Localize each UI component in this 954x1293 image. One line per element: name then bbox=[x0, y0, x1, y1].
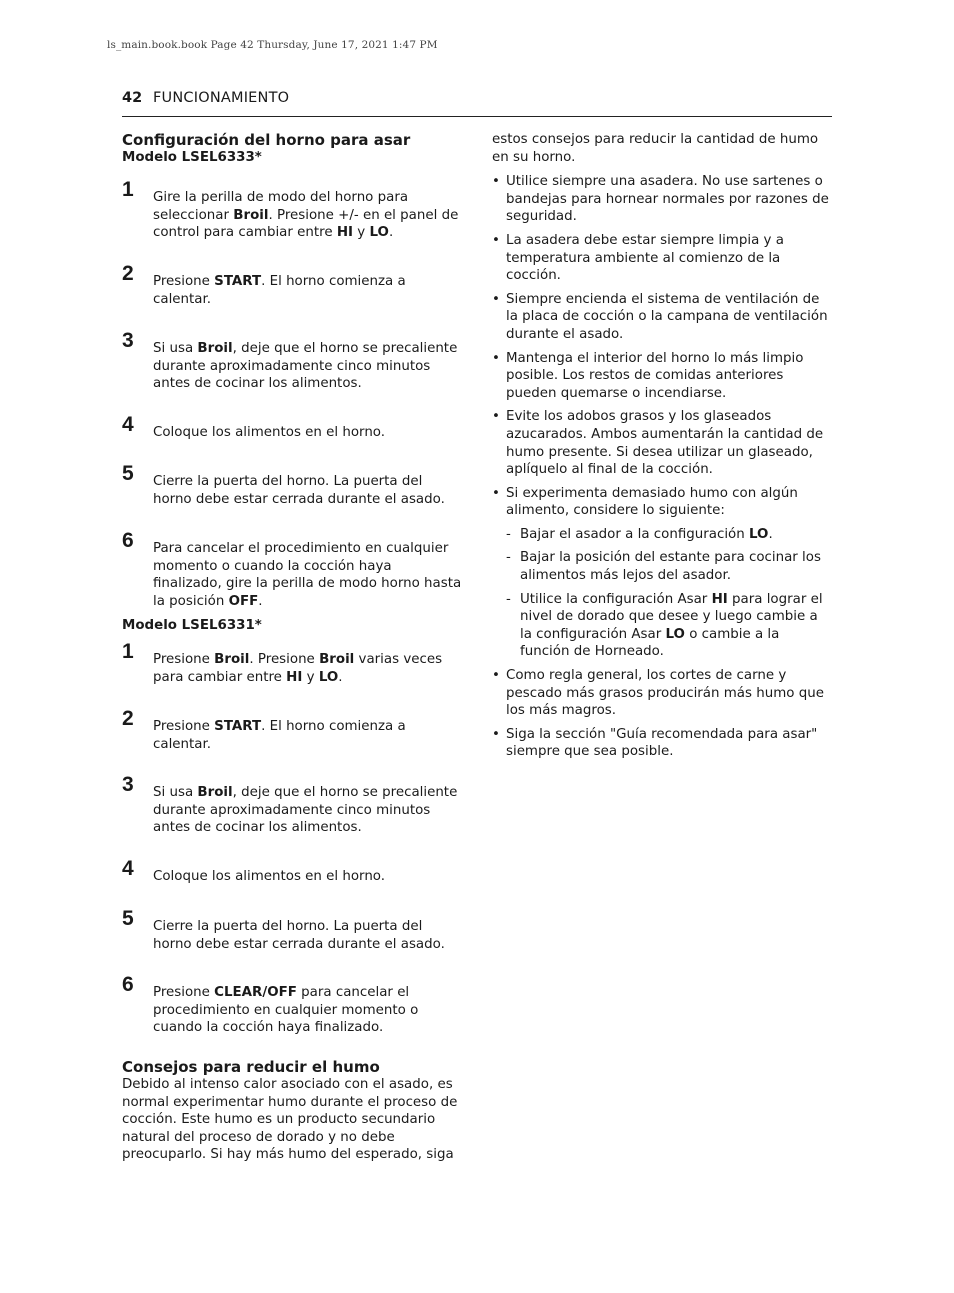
steps-list-model2 bbox=[122, 640, 462, 1058]
step-text: Cierre la puerta del horno. La puerta del horno debe estar cerrada durante el asado. bbox=[153, 919, 445, 952]
step-number: 4 bbox=[122, 413, 134, 436]
step-item bbox=[122, 529, 462, 617]
step-item bbox=[122, 640, 462, 718]
sub-tip-item bbox=[506, 526, 832, 544]
step-item bbox=[122, 773, 462, 868]
tip-item bbox=[492, 726, 832, 761]
right-column bbox=[492, 131, 832, 767]
bold-term: LO bbox=[665, 626, 685, 642]
tip-item bbox=[492, 485, 832, 661]
step-number: 6 bbox=[122, 529, 134, 552]
tip-text: Siga la sección "Guía recomendada para asar" siempre que sea posible. bbox=[506, 726, 818, 760]
sub-tip-item bbox=[506, 591, 832, 661]
tip-text: Siempre encienda el sistema de ventilación de la placa de cocción o la campana de ventilación durante el asado. bbox=[506, 291, 828, 342]
page-header bbox=[122, 90, 832, 117]
continued-paragraph: estos consejos para reducir la cantidad de humo en su horno. bbox=[492, 132, 819, 165]
tips-list bbox=[492, 173, 832, 761]
step-text: Coloque los alimentos en el horno. bbox=[153, 869, 386, 884]
bold-term: HI bbox=[336, 225, 354, 241]
sub-tip-text: Utilice la configuración Asar HI para lograr el nivel de dorado que desee y luego cambie a la configuración Asar LO o cambie a la función de Horneado. bbox=[520, 591, 823, 660]
step-number: 3 bbox=[122, 773, 134, 796]
step-text: Presione START. El horno comienza a calentar. bbox=[153, 274, 406, 307]
model-label-lsel6331: Modelo LSEL6331* bbox=[122, 618, 262, 633]
bold-term: Broil bbox=[197, 341, 233, 356]
bold-term: OFF bbox=[228, 593, 259, 609]
step-number: 2 bbox=[122, 707, 134, 730]
tip-item bbox=[492, 667, 832, 720]
section-heading-broil-setup: Configuración del horno para asar bbox=[122, 131, 411, 149]
bold-term: LO bbox=[369, 225, 389, 241]
step-text: Presione Broil. Presione Broil varias veces para cambiar entre HI y LO. bbox=[153, 652, 443, 685]
bold-term: CLEAR/OFF bbox=[214, 985, 297, 1000]
step-text: Gire la perilla de modo del horno para seleccionar Broil. Presione +/- en el panel de control para cambiar entre HI y LO. bbox=[153, 190, 459, 241]
step-text: Presione START. El horno comienza a calentar. bbox=[153, 719, 406, 752]
step-number: 1 bbox=[122, 640, 134, 663]
sub-tip-text: Bajar la posición del estante para cocinar los alimentos más lejos del asador. bbox=[520, 550, 821, 584]
step-item bbox=[122, 178, 462, 273]
step-number: 5 bbox=[122, 907, 134, 930]
bold-term: Broil bbox=[319, 652, 355, 667]
step-item bbox=[122, 462, 462, 540]
step-number: 5 bbox=[122, 462, 134, 485]
tip-text: Utilice siempre una asadera. No use sartenes o bandejas para hornear normales por razones de seguridad. bbox=[506, 174, 829, 225]
step-item bbox=[122, 707, 462, 784]
bold-term: Broil bbox=[233, 207, 269, 223]
step-text: Cierre la puerta del horno. La puerta del horno debe estar cerrada durante el asado. bbox=[153, 474, 445, 507]
step-item bbox=[122, 262, 462, 340]
smoke-intro-paragraph: Debido al intenso calor asociado con el asado, es normal experimentar humo durante el proceso de cocción. Este humo es un producto secundario natural del proceso de dorado y no debe preocuparlo. Si hay más humo del esperado, siga bbox=[122, 1077, 458, 1163]
step-text: Coloque los alimentos en el horno. bbox=[153, 425, 386, 440]
sub-tip-item bbox=[506, 549, 832, 584]
tip-item bbox=[492, 232, 832, 285]
step-number: 6 bbox=[122, 973, 134, 996]
tip-item bbox=[492, 173, 832, 226]
bold-term: HI bbox=[286, 669, 303, 685]
left-column bbox=[122, 131, 462, 1164]
tip-text: La asadera debe estar siempre limpia y a temperatura ambiente al comienzo de la cocción. bbox=[506, 232, 784, 284]
step-number: 4 bbox=[122, 857, 134, 880]
print-header: ls_main.book.book Page 42 Thursday, June 17, 2021 1:47 PM bbox=[107, 39, 438, 51]
bold-term: HI bbox=[711, 591, 728, 607]
bold-term: LO bbox=[318, 669, 339, 685]
bold-term: Broil bbox=[214, 652, 250, 667]
bold-term: Broil bbox=[197, 785, 233, 800]
step-item bbox=[122, 413, 462, 473]
step-item bbox=[122, 857, 462, 918]
tip-item bbox=[492, 350, 832, 403]
tip-text: Evite los adobos grasos y los glaseados azucarados. Ambos aumentarán la cantidad de humo presente. Si desea utilizar un glaseado, aplíquelo al final de la cocción. bbox=[506, 409, 824, 478]
step-item bbox=[122, 907, 462, 984]
section-title: FUNCIONAMIENTO bbox=[153, 90, 290, 106]
page-number: 42 bbox=[122, 90, 143, 106]
tip-text: Como regla general, los cortes de carne y pescado más grasos producirán más humo que los más magros. bbox=[506, 668, 824, 719]
tip-text: Mantenga el interior del horno lo más limpio posible. Los restos de comidas anteriores pueden quemarse o incendiarse. bbox=[506, 350, 804, 401]
step-number: 3 bbox=[122, 329, 134, 352]
step-text: Para cancelar el procedimiento en cualquier momento o cuando la cocción haya finalizado, gire la perilla de modo horno hasta la posición OFF. bbox=[153, 541, 462, 609]
step-text: Presione CLEAR/OFF para cancelar el procedimiento en cualquier momento o cuando la cocción haya finalizado. bbox=[153, 985, 419, 1036]
step-text: Si usa Broil, deje que el horno se precaliente durante aproximadamente cinco minutos antes de cocinar los alimentos. bbox=[153, 341, 458, 392]
tip-item bbox=[492, 291, 832, 344]
model-label-lsel6333: Modelo LSEL6333* bbox=[122, 150, 262, 165]
sub-tips-list bbox=[506, 526, 832, 661]
step-text: Si usa Broil, deje que el horno se precaliente durante aproximadamente cinco minutos antes de cocinar los alimentos. bbox=[153, 785, 458, 836]
step-item bbox=[122, 973, 462, 1058]
tip-text: Si experimenta demasiado humo con algún alimento, considere lo siguiente: bbox=[506, 485, 798, 519]
bold-term: START bbox=[214, 274, 262, 289]
step-number: 1 bbox=[122, 178, 134, 201]
bold-term: LO bbox=[748, 526, 769, 542]
bold-term: START bbox=[214, 719, 262, 734]
section-heading-smoke-tips: Consejos para reducir el humo bbox=[122, 1058, 380, 1076]
step-item bbox=[122, 329, 462, 424]
sub-tip-text: Bajar el asador a la configuración LO. bbox=[520, 526, 773, 542]
tip-item bbox=[492, 408, 832, 478]
step-number: 2 bbox=[122, 262, 134, 285]
steps-list-model1 bbox=[122, 178, 462, 617]
